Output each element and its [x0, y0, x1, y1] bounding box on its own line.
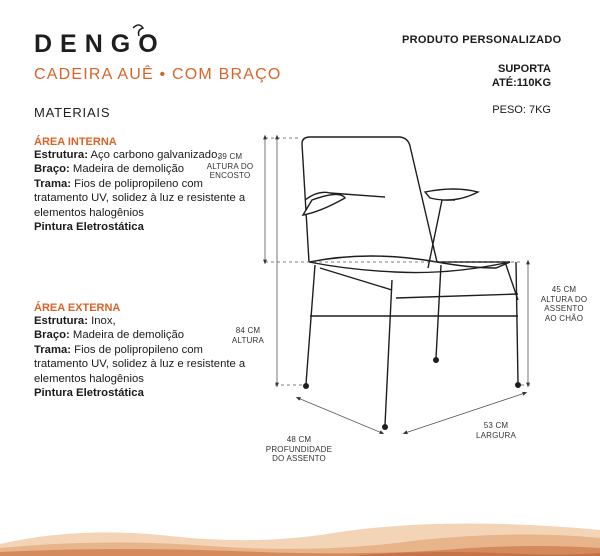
chair-outline [302, 137, 518, 425]
brand-logo: DENGO [34, 30, 166, 58]
spec-arm: Braço: Madeira de demolição [34, 163, 185, 176]
spec-structure: Estrutura: Inox, [34, 315, 116, 327]
leg-feet [303, 357, 521, 430]
spec-weave: Trama: Fios de polipropileno com tratamento UV, solidez à luz e resistente a elementos halogênios [34, 343, 246, 385]
spec-arm: Braço: Madeira de demolição [34, 329, 185, 342]
seat-depth-dimension: 48 CM PROFUNDIDADE DO ASSENTO [265, 435, 333, 463]
custom-product-label: PRODUTO PERSONALIZADO [402, 34, 562, 46]
spec-weave: Trama: Fios de polipropileno com tratamento UV, solidez à luz e resistente a elementos halogênios [34, 177, 246, 219]
spec-structure: Estrutura: Aço carbono galvanizado, [34, 149, 221, 161]
product-title: CADEIRA AUÊ • COM BRAÇO [34, 66, 282, 83]
backrest-height-dimension: 39 CM ALTURA DO ENCOSTO [206, 152, 254, 180]
spec-paint: Pintura Eletrostática [34, 221, 144, 234]
spec-paint: Pintura Eletrostática [34, 387, 144, 400]
materials-heading: MATERIAIS [34, 105, 111, 120]
internal-area-title: ÁREA INTERNA [34, 136, 117, 148]
external-area-title: ÁREA EXTERNA [34, 302, 121, 314]
supports-value: ATÉ:110KG [491, 77, 551, 89]
dune-footer-decoration [0, 496, 600, 556]
total-height-dimension: 84 CM ALTURA [231, 326, 265, 345]
weight-label: PESO: 7KG [492, 104, 551, 116]
supports-label: SUPORTA [498, 63, 551, 75]
seat-height-dimension: 45 CM ALTURA DO ASSENTO AO CHÃO [540, 285, 588, 323]
width-dimension: 53 CM LARGURA [475, 421, 517, 440]
